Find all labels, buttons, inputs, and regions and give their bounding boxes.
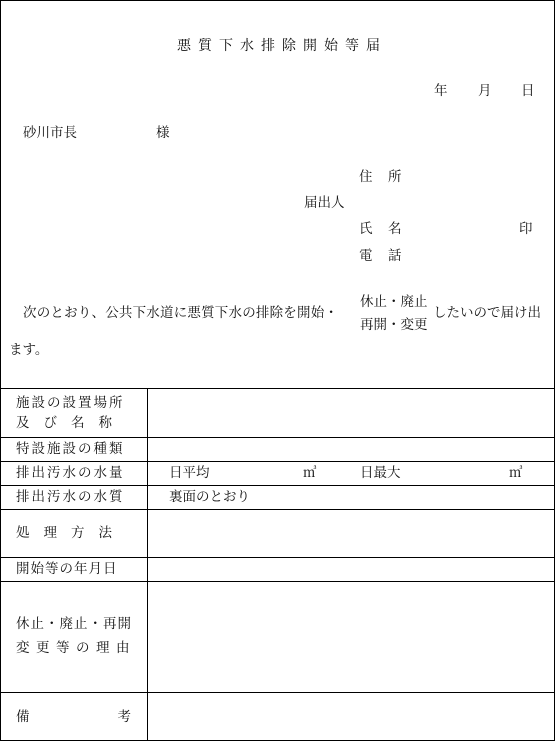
location-label-line2: 及び名称	[16, 415, 126, 431]
volume-daily-avg-label: 日平均	[169, 465, 210, 481]
row-divider	[1, 461, 555, 462]
reason-label-line2: 変更等の理由	[16, 640, 136, 656]
facility-type-label: 特設施設の種類	[16, 441, 125, 457]
start-date-label: 開始等の年月日	[16, 561, 118, 577]
remarks-label: 備考	[16, 709, 219, 725]
label-column-divider	[147, 388, 148, 741]
row-divider	[1, 437, 555, 438]
quality-label: 排出汚水の水質	[16, 489, 125, 505]
applicant-label: 届出人	[304, 195, 345, 211]
volume-max-label: 日最大	[360, 465, 401, 481]
location-label-line1: 施設の設置場所	[16, 395, 125, 411]
body-text-before: 次のとおり、公共下水道に悪質下水の排除を開始・	[23, 305, 339, 321]
date-month-label: 月	[478, 83, 492, 99]
addressee-honorific: 様	[156, 125, 170, 141]
address-label-2: 所	[388, 169, 402, 185]
addressee-name: 砂川市長	[23, 125, 77, 141]
row-divider	[1, 485, 555, 486]
row-divider	[1, 581, 555, 582]
row-divider	[1, 692, 555, 693]
date-day-label: 日	[521, 83, 535, 99]
seal-mark: 印	[519, 221, 533, 237]
body-option-bottom: 再開・変更	[360, 317, 428, 333]
quality-value: 裏面のとおり	[169, 489, 250, 505]
table-top-border	[1, 388, 555, 389]
volume-label: 排出汚水の水量	[16, 465, 125, 481]
body-option-top: 休止・廃止	[360, 294, 428, 310]
address-label-1: 住	[359, 169, 373, 185]
name-label-1: 氏	[359, 221, 373, 237]
row-divider	[1, 557, 555, 558]
volume-unit: ㎥	[303, 465, 317, 481]
reason-label-line1: 休止・廃止・再開	[16, 616, 132, 632]
volume-unit: ㎥	[509, 465, 523, 481]
treatment-label: 処理方法	[16, 525, 126, 541]
form-title: 悪質下水排除開始等届	[177, 38, 387, 54]
phone-label-1: 電	[359, 248, 373, 264]
body-text-after: したいので届け出	[433, 305, 541, 321]
phone-label-2: 話	[388, 248, 402, 264]
body-text-wrap: ます。	[9, 342, 49, 358]
row-divider	[1, 509, 555, 510]
date-year-label: 年	[434, 83, 448, 99]
name-label-2: 名	[388, 221, 402, 237]
